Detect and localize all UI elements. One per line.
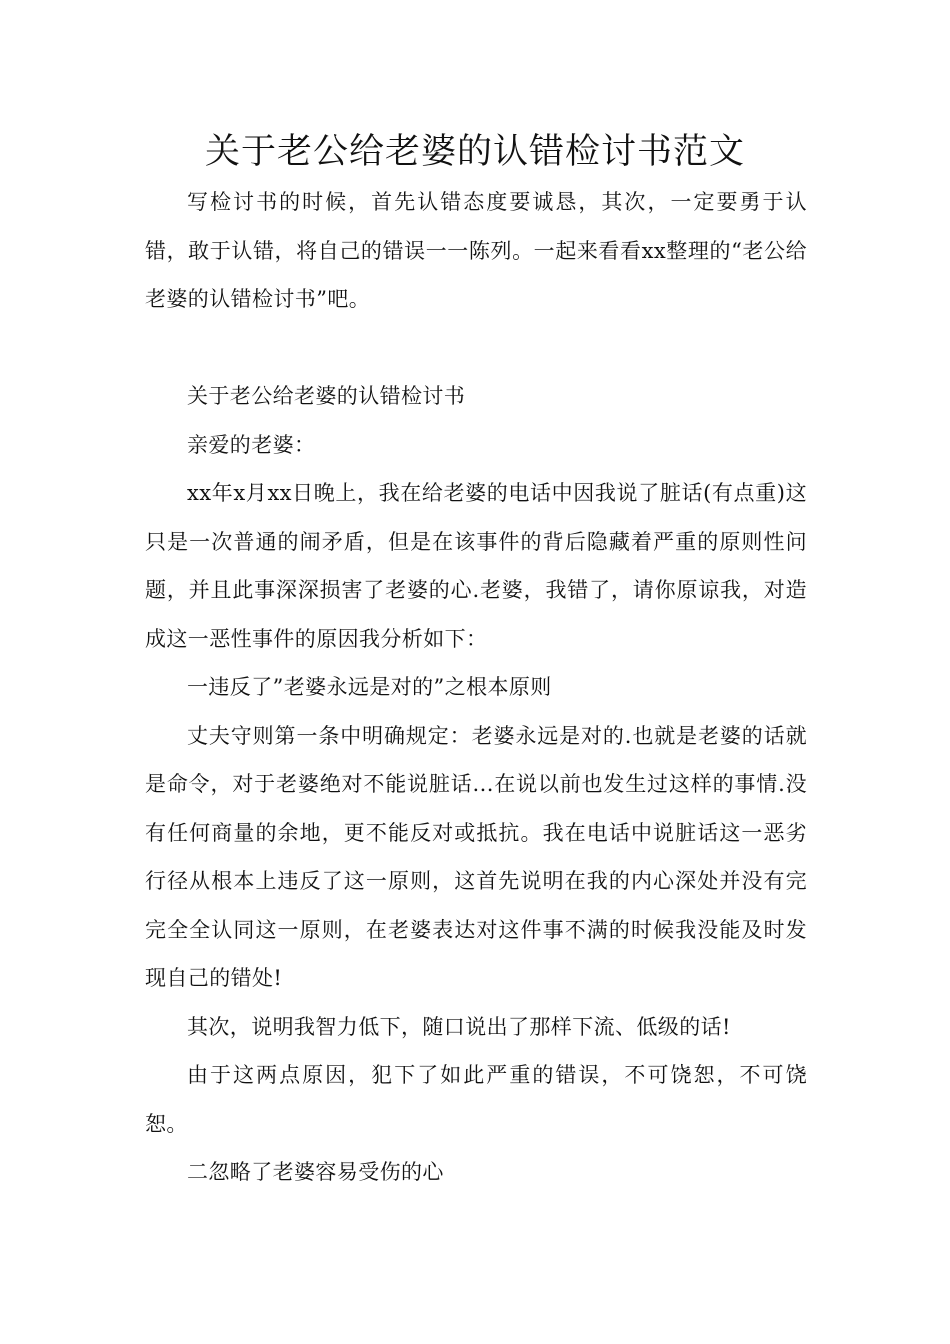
blank-line (145, 324, 807, 373)
salutation: 亲爱的老婆： (187, 432, 316, 457)
letter-heading: 关于老公给老婆的认错检讨书 (187, 384, 466, 408)
body-paragraph: xx年x月xx日晚上，我在给老婆的电话中因我说了脏话(有点重)这只是一次普通的闹矛盾，但是在该事件的背后隐藏着严重的原则性问题，并且此事深深损害了老婆的心.老婆，我错了，请你原谅我，对造成这一恶性事件的原因我分析如下： (145, 481, 807, 651)
document-title: 关于老公给老婆的认错检讨书范文 (204, 132, 745, 172)
body-paragraph: 其次，说明我智力低下，随口说出了那样下流、低级的话! (187, 1014, 731, 1039)
section-heading: 一违反了”老婆永远是对的”之根本原则 (187, 675, 552, 699)
intro-paragraph: 写检讨书的时候，首先认错态度要诚恳，其次，一定要勇于认错，敢于认错，将自己的错误一一陈列。一起来看看xx整理的“老公给老婆的认错检讨书”吧。 (145, 190, 807, 311)
document-body (145, 178, 807, 1197)
body-paragraph: 由于这两点原因，犯下了如此严重的错误，不可饶恕，不可饶恕。 (145, 1063, 807, 1136)
body-paragraph: 丈夫守则第一条中明确规定：老婆永远是对的.也就是老婆的话就是命令，对于老婆绝对不能说脏话...在说以前也发生过这样的事情.没有任何商量的余地，更不能反对或抵抗。我在电话中说脏话这一恶劣行径从根本上违反了这一原则，这首先说明在我的内心深处并没有完完全全认同这一原则，在老婆表达对这件事不满的时候我没能及时发现自己的错处! (145, 723, 807, 990)
section-heading: 二忽略了老婆容易受伤的心 (187, 1160, 444, 1184)
